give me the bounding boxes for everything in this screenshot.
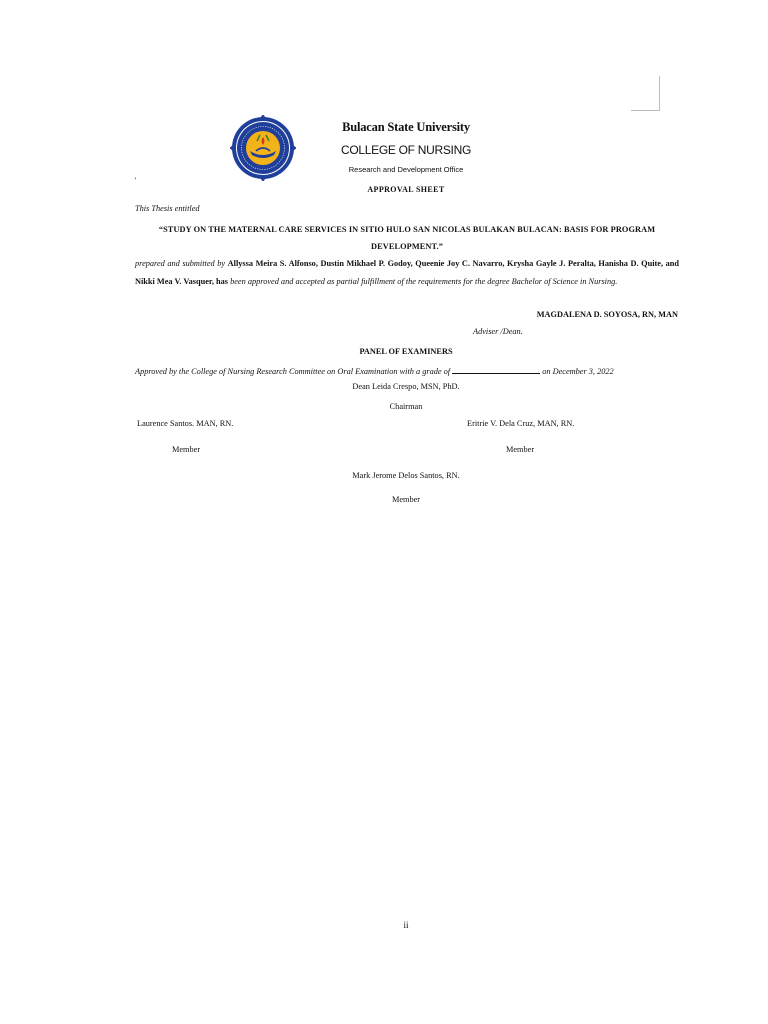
college-name: COLLEGE OF NURSING [341,143,471,157]
approval-prefix: Approved by the College of Nursing Research Committee on Oral Examination with a grade of [135,367,451,376]
adviser-role: Adviser /Dean. [473,327,523,336]
member-role: Member [172,445,201,454]
grade-blank-line [452,365,540,374]
member-name: Mark Jerome Delos Santos, RN. [352,471,460,480]
approval-statement [135,365,679,376]
paragraph-lead: prepared and submitted by [135,259,226,268]
stray-mark: ' [135,176,137,185]
thesis-title: “STUDY ON THE MATERNAL CARE SERVICES IN SITIO HULO SAN NICOLAS BULAKAN BULACAN: BASIS FOR PROGRAM DEVELOPMENT.” [158,225,656,251]
adviser-name: MAGDALENA D. SOYOSA, RN, MAN [536,310,678,319]
page-number: ii [403,920,409,930]
page-corner-mark [631,76,660,111]
member-role: Member [391,495,421,504]
approval-suffix: on December 3, 2022 [542,367,614,376]
thesis-intro: This Thesis entitled [135,204,200,213]
panel-heading: PANEL OF EXAMINERS [359,347,453,356]
chairman-role: Chairman [389,402,423,411]
office-name: Research and Development Office [348,165,464,174]
chairman-name: Dean Leida Crespo, MSN, PhD. [352,382,460,391]
approval-sheet-title: APPROVAL SHEET [367,185,445,194]
member-name: Eritrie V. Dela Cruz, MAN, RN. [467,419,575,428]
member-name: Laurence Santos. MAN, RN. [137,419,234,428]
submission-paragraph [135,255,679,290]
member-role: Member [506,445,535,454]
university-seal-icon [230,115,296,181]
paragraph-tail: been approved and accepted as partial fulfillment of the requirements for the degree Bachelor of Science in Nursing. [230,276,618,286]
paragraph-authors: Allyssa Meira S. Alfonso, Dustin Mikhael P. Godoy, Queenie Joy C. Navarro, Krysha Gayle J. Peralta, Hanisha D. Quite, and Nikki Mea V. Vasquer, [135,259,679,286]
university-name: Bulacan State University [342,120,470,134]
paragraph-has: has [216,276,229,286]
